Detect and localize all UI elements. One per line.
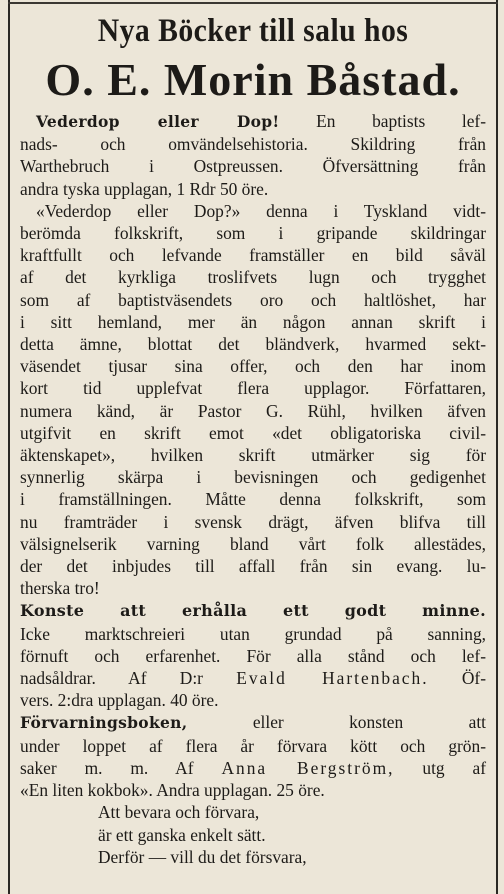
- book-desc-line: Warthebruch i Ostpreussen. Öfversättning från: [20, 156, 486, 177]
- book-desc-line: [20, 667, 486, 689]
- left-border-rule: [8, 0, 10, 894]
- book-entry-forvarning: [20, 711, 486, 801]
- book-desc-line: under loppet af flera år förvara kött och grön-: [20, 735, 486, 756]
- review-line: der det inbjudes till affall från sin evang. lu-: [20, 556, 486, 577]
- book-desc-line: «En liten kokbok». Andra upplagan. 25 öre.: [20, 780, 325, 801]
- verse-line: är ett ganska enkelt sätt.: [98, 824, 266, 845]
- author-name: Anna Bergström,: [221, 757, 395, 778]
- book-title: Vederdop eller Dop!: [36, 112, 280, 131]
- book-title: Förvarningsboken,: [20, 713, 188, 733]
- verse-line: Derför — vill du det försvara,: [98, 847, 307, 868]
- book-desc-line: Icke marktschreieri utan grundad på sanning,: [20, 623, 486, 644]
- book-title-line: [20, 599, 486, 622]
- review-line: berömda folkskrift, som i gripande skildringar: [20, 223, 486, 244]
- right-border-rule: [496, 0, 498, 894]
- book-desc-text: utg af: [394, 757, 486, 778]
- bookseller-name: O. E. Morin Båstad.: [45, 54, 461, 105]
- review-line: numera känd, är Pastor G. Rühl, hvilken äfven: [20, 400, 486, 421]
- book-desc-line: förnuft och erfarenhet. För alla stånd och lef-: [20, 645, 486, 666]
- review-line: detta ämne, blottat det bländverk, hvarmed sekt-: [20, 334, 486, 355]
- review-line: som af baptistväsendets oro och haltlöshet, har: [20, 289, 486, 310]
- review-line: kraftfullt och lefvande framställer en bild såväl: [20, 245, 486, 266]
- review-line: i sitt hemland, mer än någon annan skrift i: [20, 311, 486, 332]
- review-line: utgifvit en skrift emot «det obligatoriska civil-: [20, 422, 486, 443]
- book-desc-text: saker m. m. Af: [20, 757, 222, 778]
- book-desc-line: andra tyska upplagan, 1 Rdr 50 öre.: [20, 178, 269, 199]
- review-line: äktenskapet», hvilken skrift utmärker sig för: [20, 445, 486, 466]
- book-entry-minne: [20, 599, 486, 711]
- author-name: Evald Hartenbach.: [236, 668, 429, 689]
- book-desc-line: nads- och omvändelsehistoria. Skildring från: [20, 134, 486, 155]
- top-border-rule: [8, 2, 498, 4]
- review-line: «Vederdop eller Dop?» denna i Tyskland vidt-: [36, 200, 486, 221]
- review-line: af det kyrkliga troslifvets lugn och trygghet: [20, 267, 486, 288]
- book-title-line: [20, 711, 486, 734]
- review-line: välsignelserik varning bland vårt folk allestädes,: [20, 533, 486, 554]
- review-line: väsendet tjusar sina offer, och den har inom: [20, 356, 486, 377]
- book-entry-line: [20, 110, 486, 133]
- ad-content: [20, 10, 486, 869]
- verse-block: [20, 801, 486, 868]
- review-line: nu framträder i svensk drägt, äfven blifva till: [20, 511, 486, 532]
- verse-line: Att bevara och förvara,: [98, 802, 260, 823]
- book-desc-text: En baptists lef-: [316, 111, 486, 131]
- book-desc-line: vers. 2:dra upplagan. 40 öre.: [20, 690, 219, 711]
- book-desc-text: nadsåldrar. Af D:r: [20, 668, 237, 689]
- book-entry-vederdop: [20, 110, 486, 599]
- book-desc-line: [20, 757, 486, 779]
- book-title: Konste att erhålla ett godt minne.: [20, 601, 486, 621]
- book-desc-text: eller konsten att: [187, 712, 486, 733]
- review-line: therska tro!: [20, 578, 100, 599]
- review-line: kort tid upplefvat flera upplagor. Författaren,: [20, 378, 486, 399]
- review-line: i framställningen. Måtte denna folkskrift, som: [20, 489, 486, 510]
- book-desc-text: Öf-: [428, 668, 486, 689]
- ad-heading: Nya Böcker till salu hos: [97, 13, 409, 49]
- review-line: synnerlig skärpa i bevisningen och gedigenhet: [20, 467, 486, 488]
